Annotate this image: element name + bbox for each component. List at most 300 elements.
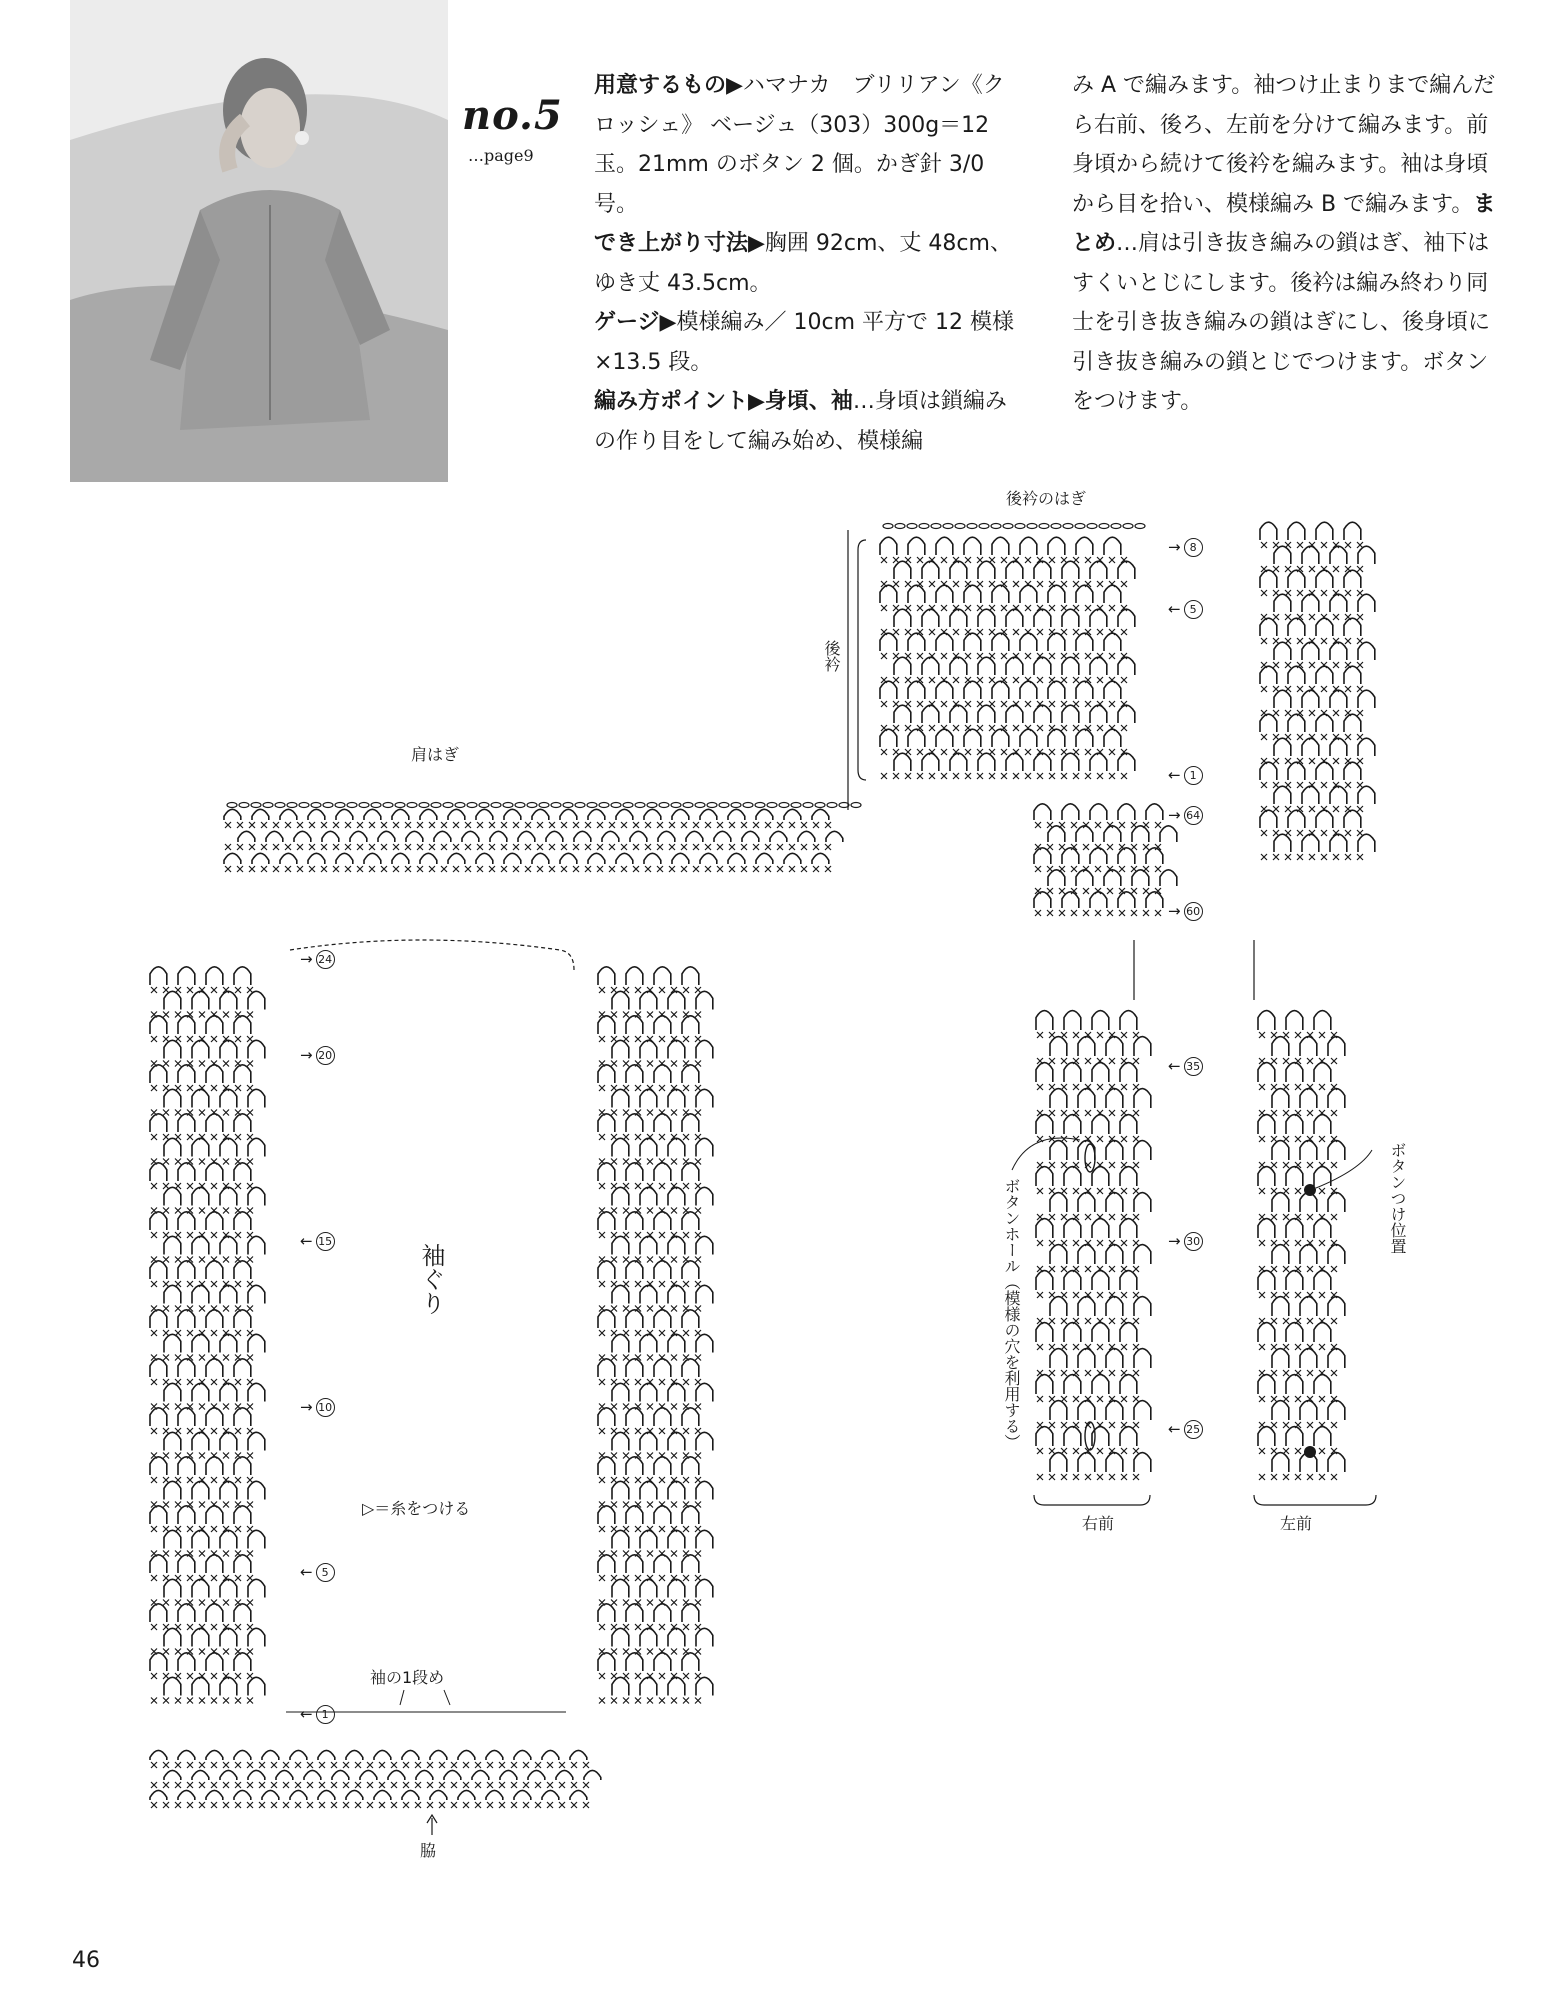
stitch-arch [936, 729, 953, 747]
single-crochet-mark [1061, 1214, 1067, 1220]
stitch-arch [1328, 1141, 1345, 1160]
single-crochet-mark [645, 844, 651, 850]
shoulder-seam-label: 肩はぎ [411, 745, 460, 764]
single-crochet-mark [151, 1232, 157, 1238]
stitch-arch [950, 609, 967, 627]
single-crochet-mark [917, 605, 923, 611]
stitch-arch [654, 1653, 671, 1671]
row-marker-collar-1: ← 1 [1168, 766, 1203, 785]
stitch-arch [1106, 1089, 1123, 1108]
stitch-arch [476, 809, 493, 820]
single-crochet-mark [1261, 686, 1267, 692]
single-crochet-mark [905, 773, 911, 779]
single-crochet-mark [695, 1477, 701, 1483]
single-crochet-mark [1001, 557, 1007, 563]
single-crochet-mark [635, 1526, 641, 1532]
single-crochet-mark [175, 1698, 181, 1704]
single-crochet-mark [635, 1477, 641, 1483]
single-crochet-mark [247, 1036, 253, 1042]
stitch-arch [1300, 1037, 1317, 1056]
chain-stitch [347, 803, 357, 808]
stitch-arch [1344, 762, 1361, 780]
single-crochet-mark [611, 1526, 617, 1532]
chain-stitch [803, 803, 813, 808]
left-front-bracket [1254, 1495, 1376, 1505]
single-crochet-mark [611, 1649, 617, 1655]
single-crochet-mark [657, 866, 663, 872]
stitch-arch [248, 991, 265, 1009]
pattern-number: no.5 [462, 92, 563, 139]
stitch-arch [1106, 1297, 1123, 1316]
single-crochet-mark [465, 866, 471, 872]
single-crochet-mark [1307, 1110, 1313, 1116]
single-crochet-mark [1061, 773, 1067, 779]
stitch-arch [332, 1770, 349, 1780]
single-crochet-mark [1345, 686, 1351, 692]
stitch-arch [1006, 609, 1023, 627]
single-crochet-mark [319, 1782, 325, 1788]
single-crochet-mark [623, 1012, 629, 1018]
single-crochet-mark [223, 1551, 229, 1557]
single-crochet-mark [429, 844, 435, 850]
single-crochet-mark [695, 1428, 701, 1434]
single-crochet-mark [487, 1802, 493, 1808]
single-crochet-mark [599, 1698, 605, 1704]
single-crochet-mark [1109, 557, 1115, 563]
single-crochet-mark [647, 1208, 653, 1214]
single-crochet-mark [151, 1330, 157, 1336]
stitch-arch [234, 1457, 251, 1475]
single-crochet-mark [1309, 566, 1315, 572]
page-number: 46 [72, 1948, 100, 1973]
single-crochet-mark [199, 1208, 205, 1214]
single-crochet-mark [211, 1477, 217, 1483]
stitch-arch [598, 1408, 615, 1426]
stitch-arch [1272, 1401, 1289, 1420]
stitch-arch [616, 853, 633, 864]
single-crochet-mark [1273, 710, 1279, 716]
single-crochet-mark [309, 822, 315, 828]
single-crochet-mark [659, 1477, 665, 1483]
single-crochet-mark [211, 1281, 217, 1287]
row-marker-collar-5: ← 5 [1168, 600, 1203, 619]
single-crochet-mark [611, 1600, 617, 1606]
single-crochet-mark [635, 1183, 641, 1189]
stitch-arch [696, 1481, 713, 1499]
single-crochet-mark [175, 1159, 181, 1165]
stitch-arch [220, 1530, 237, 1548]
single-crochet-mark [475, 1802, 481, 1808]
single-crochet-mark [247, 1575, 253, 1581]
single-crochet-mark [647, 1306, 653, 1312]
single-crochet-mark [623, 1698, 629, 1704]
single-crochet-mark [175, 1257, 181, 1263]
single-crochet-mark [777, 866, 783, 872]
single-crochet-mark [549, 866, 555, 872]
stitch-arch [164, 1579, 181, 1597]
single-crochet-mark [647, 1355, 653, 1361]
single-crochet-mark [271, 1762, 277, 1768]
single-crochet-mark [917, 773, 923, 779]
single-crochet-mark [513, 844, 519, 850]
stitch-arch [992, 633, 1009, 651]
single-crochet-mark [1155, 866, 1161, 872]
single-crochet-mark [1297, 686, 1303, 692]
single-crochet-mark [451, 1782, 457, 1788]
single-crochet-mark [199, 1355, 205, 1361]
single-crochet-mark [1085, 749, 1091, 755]
single-crochet-mark [163, 1404, 169, 1410]
stitch-arch [570, 1750, 587, 1760]
chain-stitch [443, 803, 453, 808]
stitch-arch [248, 1677, 265, 1695]
single-crochet-mark [645, 866, 651, 872]
single-crochet-mark [345, 844, 351, 850]
single-crochet-mark [599, 1428, 605, 1434]
stitch-arch [164, 1432, 181, 1450]
single-crochet-mark [1297, 638, 1303, 644]
stitch-arch [1288, 570, 1305, 588]
single-crochet-mark [247, 1257, 253, 1263]
stitch-arch [1134, 1141, 1151, 1160]
single-crochet-mark [623, 1551, 629, 1557]
single-crochet-mark [753, 866, 759, 872]
stitch-arch [490, 831, 507, 842]
single-crochet-mark [223, 1159, 229, 1165]
single-crochet-mark [1271, 1240, 1277, 1246]
stitch-arch [1330, 594, 1347, 612]
stitch-arch [640, 1089, 657, 1107]
stitch-arch [626, 1555, 643, 1573]
stitch-arch [880, 633, 897, 651]
single-crochet-mark [309, 844, 315, 850]
stitch-arch [922, 657, 939, 675]
single-crochet-mark [989, 581, 995, 587]
single-crochet-mark [753, 844, 759, 850]
single-crochet-mark [635, 1575, 641, 1581]
stitch-arch [220, 1628, 237, 1646]
single-crochet-mark [1285, 662, 1291, 668]
stitch-arch [626, 1065, 643, 1083]
single-crochet-mark [187, 1575, 193, 1581]
single-crochet-mark [1321, 638, 1327, 644]
stitch-arch [1288, 618, 1305, 636]
single-crochet-mark [1333, 758, 1339, 764]
stitch-arch [192, 1285, 209, 1303]
stitch-arch [1328, 1401, 1345, 1420]
single-crochet-mark [1331, 1370, 1337, 1376]
single-crochet-mark [611, 1110, 617, 1116]
single-crochet-mark [1025, 605, 1031, 611]
single-crochet-mark [535, 1762, 541, 1768]
stitch-arch [696, 1432, 713, 1450]
single-crochet-mark [1037, 1240, 1043, 1246]
single-crochet-mark [1073, 1396, 1079, 1402]
single-crochet-mark [1049, 1318, 1055, 1324]
single-crochet-mark [235, 1232, 241, 1238]
single-crochet-mark [1097, 677, 1103, 683]
single-crochet-mark [695, 1600, 701, 1606]
stitch-arch [192, 1770, 209, 1780]
single-crochet-mark [1035, 866, 1041, 872]
single-crochet-mark [671, 1502, 677, 1508]
single-crochet-mark [695, 1134, 701, 1140]
single-crochet-mark [211, 1762, 217, 1768]
instructions-text-a: み A で編みます。袖つけ止まりまで編んだら右前、後ろ、左前を分けて編みます。前身頃から続けて後衿を編みます。袖は身頃から目を拾い、模様編み B で編みます。 [1072, 73, 1496, 217]
single-crochet-mark [1331, 1058, 1337, 1064]
single-crochet-mark [235, 1526, 241, 1532]
single-crochet-mark [235, 1134, 241, 1140]
single-crochet-mark [1307, 1318, 1313, 1324]
stitch-arch [1036, 1219, 1053, 1238]
single-crochet-mark [1309, 758, 1315, 764]
single-crochet-mark [1037, 1292, 1043, 1298]
single-crochet-mark [1261, 734, 1267, 740]
single-crochet-mark [893, 581, 899, 587]
chain-stitch [239, 803, 249, 808]
stitch-arch [150, 1653, 167, 1671]
single-crochet-mark [225, 844, 231, 850]
stitch-arch [1258, 1219, 1275, 1238]
single-crochet-mark [247, 1355, 253, 1361]
stitch-arch [658, 831, 675, 842]
stitch-arch [640, 1432, 657, 1450]
single-crochet-mark [477, 866, 483, 872]
stitch-arch [654, 1359, 671, 1377]
single-crochet-mark [1095, 866, 1101, 872]
single-crochet-mark [695, 1649, 701, 1655]
stitch-arch [696, 1334, 713, 1352]
single-crochet-mark [163, 1183, 169, 1189]
right-front-bracket [1034, 1495, 1150, 1505]
single-crochet-mark [1097, 1344, 1103, 1350]
single-crochet-mark [211, 1782, 217, 1788]
chain-stitch [931, 524, 941, 529]
stitch-arch [1006, 753, 1023, 771]
single-crochet-mark [977, 629, 983, 635]
single-crochet-mark [247, 1428, 253, 1434]
single-crochet-mark [151, 1379, 157, 1385]
single-crochet-mark [1001, 701, 1007, 707]
single-crochet-mark [633, 822, 639, 828]
single-crochet-mark [1133, 1370, 1139, 1376]
single-crochet-mark [647, 1110, 653, 1116]
single-crochet-mark [1345, 590, 1351, 596]
single-crochet-mark [611, 1575, 617, 1581]
stitch-arch [192, 1334, 209, 1352]
single-crochet-mark [163, 1782, 169, 1788]
single-crochet-mark [1085, 773, 1091, 779]
single-crochet-mark [199, 1159, 205, 1165]
single-crochet-mark [1001, 653, 1007, 659]
single-crochet-mark [331, 1782, 337, 1788]
single-crochet-mark [295, 1782, 301, 1788]
single-crochet-mark [309, 866, 315, 872]
stitch-arch [308, 809, 325, 820]
stitch-arch [1316, 570, 1333, 588]
single-crochet-mark [199, 1802, 205, 1808]
single-crochet-mark [1037, 1084, 1043, 1090]
stitch-arch [514, 1750, 531, 1760]
stitch-arch [1036, 1167, 1053, 1186]
stitch-arch [1092, 1375, 1109, 1394]
single-crochet-mark [1357, 806, 1363, 812]
single-crochet-mark [695, 1257, 701, 1263]
single-crochet-mark [1109, 653, 1115, 659]
single-crochet-mark [941, 557, 947, 563]
single-crochet-mark [1285, 854, 1291, 860]
single-crochet-mark [1035, 910, 1041, 916]
single-crochet-mark [695, 1379, 701, 1385]
stitch-arch [1050, 1349, 1067, 1368]
stitch-arch [1300, 1141, 1317, 1160]
single-crochet-mark [1271, 1396, 1277, 1402]
stitch-arch [206, 967, 223, 985]
single-crochet-mark [199, 1110, 205, 1116]
stitch-arch [374, 1790, 391, 1800]
single-crochet-mark [333, 866, 339, 872]
stitch-arch [588, 853, 605, 864]
stitch-arch [206, 1114, 223, 1132]
stitch-arch [234, 1016, 251, 1034]
single-crochet-mark [1283, 1422, 1289, 1428]
single-crochet-mark [1049, 1292, 1055, 1298]
single-crochet-mark [695, 1208, 701, 1214]
single-crochet-mark [1109, 1318, 1115, 1324]
single-crochet-mark [1273, 614, 1279, 620]
chain-stitch [491, 803, 501, 808]
single-crochet-mark [695, 1355, 701, 1361]
single-crochet-mark [225, 866, 231, 872]
single-crochet-mark [1071, 822, 1077, 828]
single-crochet-mark [1085, 1214, 1091, 1220]
stitch-arch [1020, 681, 1037, 699]
single-crochet-mark [989, 629, 995, 635]
stitch-arch [1330, 546, 1347, 564]
single-crochet-mark [659, 1183, 665, 1189]
stitch-arch [220, 1432, 237, 1450]
single-crochet-mark [501, 822, 507, 828]
stitch-arch [640, 1628, 657, 1646]
stitch-arch [626, 1261, 643, 1279]
single-crochet-mark [1049, 653, 1055, 659]
row-marker-sleeve-1: ← 1 [300, 1705, 335, 1724]
single-crochet-mark [1271, 1474, 1277, 1480]
single-crochet-mark [571, 1802, 577, 1808]
stitch-arch [570, 1790, 587, 1800]
single-crochet-mark [635, 1085, 641, 1091]
single-crochet-mark [1013, 725, 1019, 731]
row-marker-sleeve-15: ← 15 [300, 1232, 335, 1251]
single-crochet-mark [187, 1762, 193, 1768]
stitch-arch [1090, 892, 1107, 908]
single-crochet-mark [1035, 822, 1041, 828]
stitch-arch [1286, 1271, 1303, 1290]
single-crochet-mark [1309, 710, 1315, 716]
row-marker-sleeve-5: ← 5 [300, 1563, 335, 1582]
stitch-arch [220, 1677, 237, 1695]
stitch-arch [1260, 522, 1277, 540]
single-crochet-mark [1283, 1110, 1289, 1116]
single-crochet-mark [611, 1183, 617, 1189]
single-crochet-mark [801, 866, 807, 872]
stitch-arch [1258, 1271, 1275, 1290]
stitch-arch [714, 831, 731, 842]
single-crochet-mark [623, 1257, 629, 1263]
single-crochet-mark [163, 1159, 169, 1165]
stitch-arch [514, 1790, 531, 1800]
back-collar-seam-label: 後衿のはぎ [1006, 489, 1087, 508]
chain-stitch [695, 803, 705, 808]
single-crochet-mark [683, 1085, 689, 1091]
single-crochet-mark [573, 866, 579, 872]
chain-stitch [1123, 524, 1133, 529]
single-crochet-mark [1049, 1084, 1055, 1090]
single-crochet-mark [1085, 1474, 1091, 1480]
stitch-arch [192, 1187, 209, 1205]
single-crochet-mark [235, 1477, 241, 1483]
stitch-arch [1064, 1115, 1081, 1134]
single-crochet-mark [163, 1330, 169, 1336]
stitch-arch [1314, 1323, 1331, 1342]
single-crochet-mark [223, 1762, 229, 1768]
stitch-arch [1260, 810, 1277, 828]
stitch-arch [696, 1236, 713, 1254]
single-crochet-mark [669, 844, 675, 850]
chain-stitch [1111, 524, 1121, 529]
single-crochet-mark [163, 1600, 169, 1606]
stitch-arch [1314, 1115, 1331, 1134]
single-crochet-mark [163, 1281, 169, 1287]
single-crochet-mark [1061, 1422, 1067, 1428]
single-crochet-mark [163, 1036, 169, 1042]
stitch-arch [1286, 1323, 1303, 1342]
single-crochet-mark [583, 1802, 589, 1808]
stitch-arch [1316, 666, 1333, 684]
single-crochet-mark [1319, 1084, 1325, 1090]
stitch-arch [922, 705, 939, 723]
single-crochet-mark [1107, 888, 1113, 894]
stitch-arch [922, 609, 939, 627]
stitch-arch [1288, 666, 1305, 684]
stitch-arch [248, 1138, 265, 1156]
stitch-arch [1104, 585, 1121, 603]
single-crochet-mark [295, 1802, 301, 1808]
single-crochet-mark [611, 1012, 617, 1018]
stitch-arch [1104, 537, 1121, 555]
stitch-arch [234, 1212, 251, 1230]
single-crochet-mark [635, 1428, 641, 1434]
stitch-arch [388, 1770, 405, 1780]
single-crochet-mark [1271, 1110, 1277, 1116]
stitch-arch [1120, 1115, 1137, 1134]
single-crochet-mark [415, 1762, 421, 1768]
chain-stitch [635, 803, 645, 808]
stitch-arch [360, 1770, 377, 1780]
stitch-arch [164, 1285, 181, 1303]
stitch-arch [616, 809, 633, 820]
stitch-arch [908, 633, 925, 651]
single-crochet-mark [163, 1012, 169, 1018]
single-crochet-mark [1049, 605, 1055, 611]
stitch-arch [150, 1750, 167, 1760]
stitch-arch [234, 1310, 251, 1328]
stitch-arch [1106, 1453, 1123, 1472]
stitch-arch [1050, 1193, 1067, 1212]
single-crochet-mark [175, 1355, 181, 1361]
single-crochet-mark [403, 1782, 409, 1788]
stitch-arch [612, 1040, 629, 1058]
